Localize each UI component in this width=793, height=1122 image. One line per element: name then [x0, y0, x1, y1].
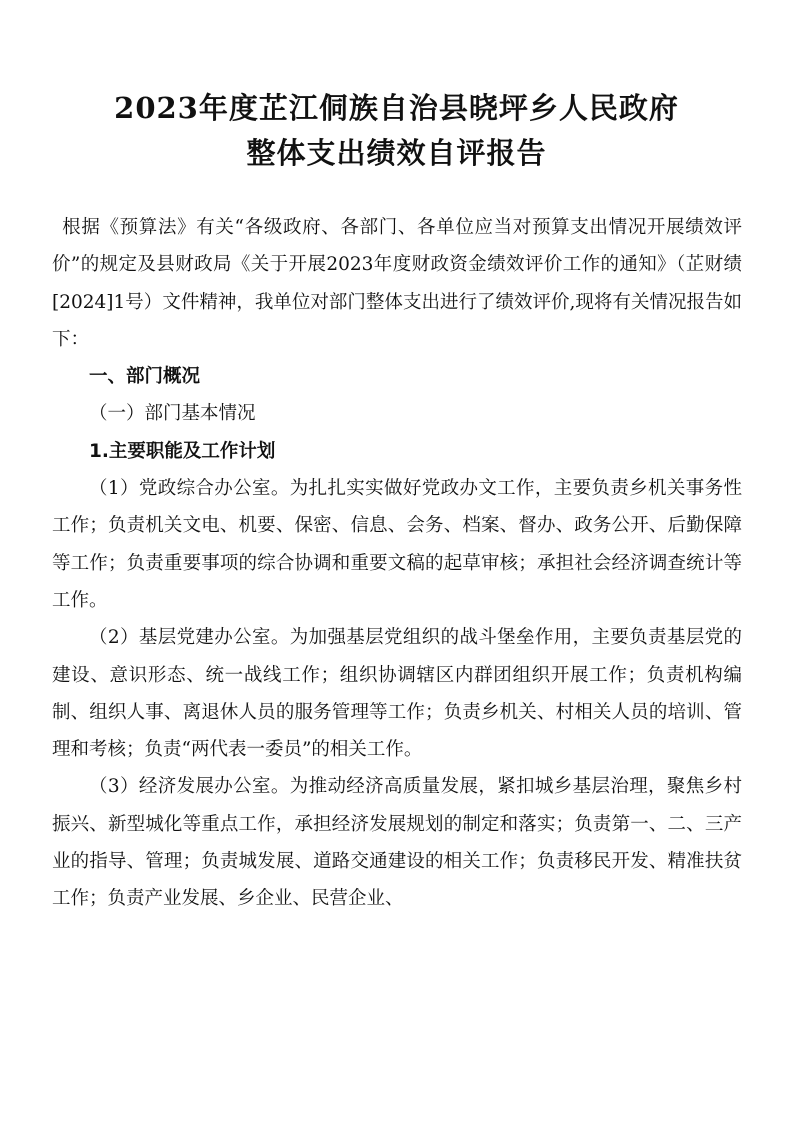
document-body: [52, 209, 742, 918]
subsection-heading-basic-info: （一）部门基本情况: [89, 403, 256, 425]
paragraph-economic-office: （3）经济发展办公室。为推动经济高质量发展，紧扣城乡基层治理，聚焦乡村振兴、新型城化等重点工作，承担经济发展规划的制定和落实；负责第一、二、三产业的指导、管理；负责城发展、道路交通建设的相关工作；负责移民开发、精准扶贫工作；负责产业发展、乡企业、民营企业、: [52, 776, 742, 910]
document-title-line-1: 2023年度芷江侗族自治县晓坪乡人民政府: [114, 91, 679, 125]
document-title-line-2: 整体支出绩效自评报告: [246, 136, 547, 170]
intro-paragraph: 根据《预算法》有关“各级政府、各部门、各单位应当对预算支出情况开展绩效评价”的规定及县财政局《关于开展2023年度财政资金绩效评价工作的通知》（芷财绩[2024]1号）文件精神，我单位对部门整体支出进行了绩效评价,现将有关情况报告如下：: [52, 217, 742, 350]
paragraph-party-building-office: （2）基层党建办公室。为加强基层党组织的战斗堡垒作用，主要负责基层党的建设、意识形态、统一战线工作；组织协调辖区内群团组织开展工作；负责机构编制、组织人事、离退休人员的服务管理等工作；负责乡机关、村相关人员的培训、管理和考核；负责“两代表一委员”的相关工作。: [52, 627, 742, 761]
item-heading-functions: 1.主要职能及工作计划: [89, 440, 276, 462]
paragraph-party-office: （1）党政综合办公室。为扎扎实实做好党政办文工作，主要负责乡机关事务性工作；负责机关文电、机要、保密、信息、会务、档案、督办、政务公开、后勤保障等工作；负责重要事项的综合协调和重要文稿的起草审核；承担社会经济调查统计等工作。: [52, 478, 742, 611]
section-heading-overview: 一、部门概况: [89, 366, 201, 388]
